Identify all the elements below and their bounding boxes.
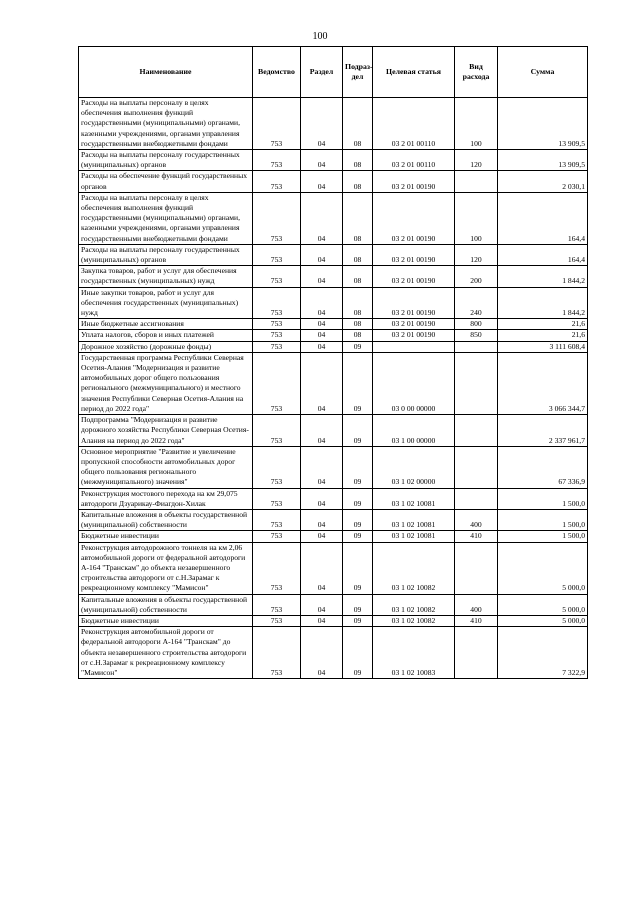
cell-type: 240 (455, 287, 498, 319)
cell-name: Реконструкция автомобильной дороги от федеральной автодороги А-164 "Транскам" до объекта незавершенного строительства автодороги от с.Н.Зарамаг к рекреационному комплексу "Мамисон" (79, 627, 253, 679)
cell-sum: 1 844,2 (498, 266, 588, 287)
header-section: Раздел (301, 47, 343, 98)
cell-dept: 753 (253, 341, 301, 352)
cell-dept: 753 (253, 244, 301, 265)
cell-type: 800 (455, 319, 498, 330)
cell-sum: 5 000,0 (498, 615, 588, 626)
table-row (79, 415, 588, 447)
cell-dept: 753 (253, 594, 301, 615)
cell-sum: 67 336,9 (498, 446, 588, 488)
cell-dept: 753 (253, 509, 301, 530)
table-row (79, 594, 588, 615)
cell-section: 04 (301, 594, 343, 615)
header-dept: Ведомство (253, 47, 301, 98)
cell-name: Расходы на выплаты персоналу в целях обеспечения выполнения функций государственными (муниципальными) органами, казенными учреждениями, органами управления государственными внебюджетными фондами (79, 192, 253, 244)
cell-section: 04 (301, 352, 343, 414)
cell-article: 03 0 00 00000 (373, 352, 455, 414)
cell-sum: 2 030,1 (498, 171, 588, 192)
cell-sum: 164,4 (498, 244, 588, 265)
cell-sum: 2 337 961,7 (498, 415, 588, 447)
budget-table (78, 46, 588, 679)
table-row (79, 615, 588, 626)
cell-type (455, 171, 498, 192)
cell-type (455, 488, 498, 509)
cell-article: 03 2 01 00190 (373, 287, 455, 319)
cell-article: 03 2 01 00110 (373, 98, 455, 150)
cell-article: 03 2 01 00190 (373, 192, 455, 244)
table-row (79, 341, 588, 352)
cell-dept: 753 (253, 171, 301, 192)
cell-type: 120 (455, 150, 498, 171)
table-row (79, 446, 588, 488)
cell-subsection: 08 (343, 150, 373, 171)
header-type: Вид расхода (455, 47, 498, 98)
cell-sum: 21,6 (498, 330, 588, 341)
cell-type: 200 (455, 266, 498, 287)
cell-dept: 753 (253, 488, 301, 509)
cell-article: 03 2 01 00110 (373, 150, 455, 171)
table-row (79, 150, 588, 171)
table-row (79, 98, 588, 150)
cell-name: Дорожное хозяйство (дорожные фонды) (79, 341, 253, 352)
cell-article: 03 1 02 10081 (373, 509, 455, 530)
cell-type: 410 (455, 615, 498, 626)
cell-subsection: 08 (343, 171, 373, 192)
header-name: Наименование (79, 47, 253, 98)
table-row (79, 352, 588, 414)
cell-article: 03 1 02 10081 (373, 488, 455, 509)
cell-article (373, 341, 455, 352)
cell-section: 04 (301, 171, 343, 192)
cell-sum: 7 322,9 (498, 627, 588, 679)
table-row (79, 509, 588, 530)
cell-article: 03 1 02 10082 (373, 542, 455, 594)
cell-sum: 13 909,5 (498, 150, 588, 171)
cell-type (455, 352, 498, 414)
cell-type: 410 (455, 531, 498, 542)
cell-article: 03 2 01 00190 (373, 244, 455, 265)
cell-article: 03 2 01 00190 (373, 330, 455, 341)
cell-subsection: 09 (343, 352, 373, 414)
table-row (79, 266, 588, 287)
cell-name: Уплата налогов, сборов и иных платежей (79, 330, 253, 341)
cell-subsection: 09 (343, 509, 373, 530)
table-row (79, 627, 588, 679)
table-row (79, 244, 588, 265)
cell-section: 04 (301, 150, 343, 171)
cell-subsection: 08 (343, 319, 373, 330)
table-body (79, 98, 588, 679)
cell-sum: 21,6 (498, 319, 588, 330)
cell-subsection: 09 (343, 542, 373, 594)
table-row (79, 542, 588, 594)
cell-name: Бюджетные инвестиции (79, 531, 253, 542)
cell-section: 04 (301, 509, 343, 530)
cell-dept: 753 (253, 615, 301, 626)
cell-type (455, 446, 498, 488)
cell-sum: 1 500,0 (498, 509, 588, 530)
cell-type (455, 542, 498, 594)
cell-section: 04 (301, 488, 343, 509)
cell-dept: 753 (253, 319, 301, 330)
header-sum: Сумма (498, 47, 588, 98)
cell-type (455, 627, 498, 679)
cell-name: Реконструкция автодорожного тоннеля на км 2,06 автомобильной дороги от федеральной автодороги А-164 "Транскам" до объекта незавершенного строительства автодороги от с.Н.Зарамаг к рекреационному комплексу "Мамисон" (79, 542, 253, 594)
cell-dept: 753 (253, 266, 301, 287)
cell-section: 04 (301, 98, 343, 150)
cell-sum: 1 500,0 (498, 488, 588, 509)
cell-name: Реконструкция мостового перехода на км 29,075 автодороги Дзуарикау-Фиагдон-Хилак (79, 488, 253, 509)
cell-type: 120 (455, 244, 498, 265)
table-row (79, 192, 588, 244)
cell-sum: 164,4 (498, 192, 588, 244)
table-row (79, 287, 588, 319)
cell-name: Государственная программа Республики Северная Осетия-Алания "Модернизация и развитие автомобильных дорог общего пользования регионального (межмуниципального) и местного значения Республики Северная Осетия-Алания на период до 2022 года" (79, 352, 253, 414)
cell-type: 400 (455, 509, 498, 530)
cell-subsection: 08 (343, 192, 373, 244)
cell-name: Основное мероприятие "Развитие и увеличение пропускной способности автомобильных дорог общего пользования регионального (межмуниципального) значения" (79, 446, 253, 488)
cell-section: 04 (301, 542, 343, 594)
cell-subsection: 09 (343, 627, 373, 679)
cell-subsection: 08 (343, 98, 373, 150)
cell-subsection: 09 (343, 531, 373, 542)
page-number: 100 (312, 31, 328, 42)
cell-sum: 1 500,0 (498, 531, 588, 542)
cell-subsection: 09 (343, 488, 373, 509)
cell-subsection: 08 (343, 266, 373, 287)
cell-article: 03 1 02 10081 (373, 531, 455, 542)
cell-subsection: 09 (343, 615, 373, 626)
cell-section: 04 (301, 266, 343, 287)
cell-dept: 753 (253, 352, 301, 414)
cell-article: 03 2 01 00190 (373, 319, 455, 330)
cell-name: Расходы на выплаты персоналу в целях обеспечения выполнения функций государственными (муниципальными) органами, казенными учреждениями, органами управления государственными внебюджетными фондами (79, 98, 253, 150)
cell-sum: 3 066 344,7 (498, 352, 588, 414)
cell-dept: 753 (253, 330, 301, 341)
cell-section: 04 (301, 627, 343, 679)
cell-name: Капитальные вложения в объекты государственной (муниципальной) собственности (79, 509, 253, 530)
cell-subsection: 08 (343, 244, 373, 265)
cell-subsection: 09 (343, 415, 373, 447)
cell-sum: 13 909,5 (498, 98, 588, 150)
cell-sum: 5 000,0 (498, 594, 588, 615)
cell-name: Иные бюджетные ассигнования (79, 319, 253, 330)
cell-section: 04 (301, 330, 343, 341)
cell-type (455, 341, 498, 352)
cell-name: Расходы на обеспечение функций государственных органов (79, 171, 253, 192)
cell-sum: 5 000,0 (498, 542, 588, 594)
cell-article: 03 1 02 00000 (373, 446, 455, 488)
cell-name: Расходы на выплаты персоналу государственных (муниципальных) органов (79, 150, 253, 171)
cell-article: 03 1 00 00000 (373, 415, 455, 447)
cell-type (455, 415, 498, 447)
cell-subsection: 09 (343, 341, 373, 352)
cell-section: 04 (301, 287, 343, 319)
cell-article: 03 2 01 00190 (373, 171, 455, 192)
table-row (79, 488, 588, 509)
cell-dept: 753 (253, 192, 301, 244)
table-row (79, 531, 588, 542)
cell-sum: 3 111 608,4 (498, 341, 588, 352)
table-header-row (79, 47, 588, 98)
cell-section: 04 (301, 341, 343, 352)
cell-name: Бюджетные инвестиции (79, 615, 253, 626)
cell-dept: 753 (253, 98, 301, 150)
cell-subsection: 08 (343, 287, 373, 319)
cell-dept: 753 (253, 415, 301, 447)
cell-name: Иные закупки товаров, работ и услуг для обеспечения государственных (муниципальных) нужд (79, 287, 253, 319)
cell-type: 100 (455, 192, 498, 244)
cell-dept: 753 (253, 287, 301, 319)
cell-subsection: 09 (343, 446, 373, 488)
cell-sum: 1 844,2 (498, 287, 588, 319)
cell-dept: 753 (253, 446, 301, 488)
cell-section: 04 (301, 319, 343, 330)
cell-article: 03 1 02 10083 (373, 627, 455, 679)
cell-subsection: 08 (343, 330, 373, 341)
cell-dept: 753 (253, 542, 301, 594)
cell-name: Капитальные вложения в объекты государственной (муниципальной) собственности (79, 594, 253, 615)
cell-article: 03 2 01 00190 (373, 266, 455, 287)
cell-name: Закупка товаров, работ и услуг для обеспечения государственных (муниципальных) нужд (79, 266, 253, 287)
table-row (79, 171, 588, 192)
cell-section: 04 (301, 415, 343, 447)
cell-dept: 753 (253, 531, 301, 542)
cell-subsection: 09 (343, 594, 373, 615)
cell-dept: 753 (253, 627, 301, 679)
cell-article: 03 1 02 10082 (373, 594, 455, 615)
cell-article: 03 1 02 10082 (373, 615, 455, 626)
cell-section: 04 (301, 531, 343, 542)
cell-section: 04 (301, 244, 343, 265)
cell-type: 400 (455, 594, 498, 615)
cell-section: 04 (301, 192, 343, 244)
cell-section: 04 (301, 615, 343, 626)
table-row (79, 319, 588, 330)
header-article: Целевая статья (373, 47, 455, 98)
table-row (79, 330, 588, 341)
cell-type: 100 (455, 98, 498, 150)
cell-dept: 753 (253, 150, 301, 171)
cell-name: Подпрограмма "Модернизация и развитие дорожного хозяйства Республики Северная Осетия-Алания на период до 2022 года" (79, 415, 253, 447)
cell-type: 850 (455, 330, 498, 341)
cell-section: 04 (301, 446, 343, 488)
header-subsection: Подраз- дел (343, 47, 373, 98)
cell-name: Расходы на выплаты персоналу государственных (муниципальных) органов (79, 244, 253, 265)
